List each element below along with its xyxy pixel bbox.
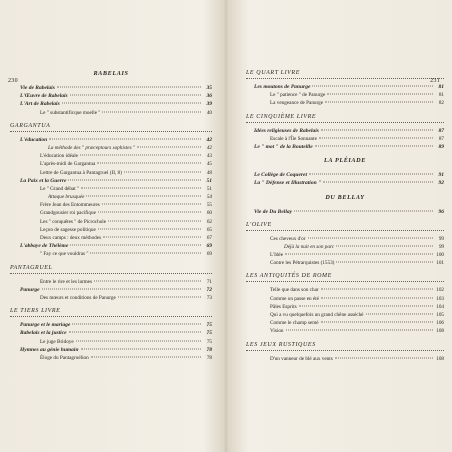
entry-title: Deux camps : deux méthodes [40, 235, 102, 241]
entry-title: La vengeance de Panurge [270, 100, 324, 107]
dot-leader [336, 262, 433, 263]
entry-page-number: 81 [438, 84, 444, 90]
dot-leader [80, 155, 201, 156]
section-heading: LES JEUX RUSTIQUES [246, 340, 444, 351]
entry-page-number: 51 [206, 177, 212, 184]
entry-page-number: 48 [206, 169, 212, 176]
dot-leader [81, 348, 201, 349]
entry-title: Rabelais et la justice [20, 330, 67, 337]
dot-leader [325, 102, 433, 103]
entry-title: Le " substantificque moelle " [40, 109, 101, 116]
toc-entry [246, 127, 444, 135]
page-number: 231 [430, 78, 440, 84]
dot-leader [321, 129, 433, 130]
entry-page-number: 54 [206, 194, 212, 201]
dot-leader [319, 137, 433, 138]
entry-title: D'un vanneur de blé aux vents [270, 355, 333, 362]
dot-leader [308, 237, 433, 238]
entry-page-number: 39 [206, 101, 212, 108]
dot-leader [42, 288, 201, 289]
dot-leader [124, 171, 201, 172]
entry-page-number: 65 [206, 226, 212, 233]
toc-entry [246, 171, 444, 179]
toc-entry [10, 84, 212, 92]
dot-leader [69, 332, 201, 333]
entry-title: Frère Jean des Entommeures [40, 202, 100, 209]
dot-leader [68, 179, 201, 180]
toc-entry [10, 354, 212, 362]
section-heading: L'OLIVE [246, 220, 444, 231]
entry-page-number: 75 [206, 338, 212, 345]
entry-title: Hymnes au génie humain [20, 346, 79, 353]
entry-title: L'éducation [20, 136, 48, 143]
right-page [226, 0, 452, 452]
dot-leader [137, 146, 201, 147]
dot-leader [285, 254, 433, 255]
section-heading: LES ANTIQUITÉS DE ROME [246, 271, 444, 282]
dot-leader [72, 324, 201, 325]
dot-leader [70, 95, 201, 96]
toc-entry [246, 259, 444, 267]
entry-page-number: 101 [436, 260, 444, 267]
toc-entry [246, 286, 444, 294]
entry-page-number: 72 [206, 286, 212, 293]
toc-entry [10, 152, 212, 160]
entry-page-number: 43 [206, 153, 212, 160]
entry-page-number: 35 [206, 85, 212, 91]
entry-title: Comme le champ semé [270, 320, 319, 327]
entry-page-number: 96 [438, 208, 444, 215]
entry-title: " Fay ce que vouldras " [40, 251, 89, 258]
toc-entry [10, 177, 212, 185]
entry-page-number: 69 [206, 243, 212, 250]
entry-page-number: 42 [206, 144, 212, 151]
section-heading: RABELAIS [93, 70, 129, 77]
toc-entry [10, 193, 212, 201]
entry-page-number: 108 [436, 328, 444, 335]
toc-entry [10, 92, 212, 100]
dot-leader [336, 245, 433, 246]
section-heading: LE CINQUIÈME LIVRE [246, 112, 444, 123]
toc-entry [10, 218, 212, 226]
entry-title: Les " conquêtes " de Picrochole [40, 218, 107, 225]
dot-leader [299, 305, 433, 306]
entry-title: L'après-midi de Gargantua [40, 161, 96, 168]
dot-leader [321, 289, 433, 290]
toc-entry [246, 303, 444, 311]
entry-title: La Paix et la Guerre [20, 177, 67, 184]
section-heading: GARGANTUA [10, 121, 212, 132]
dot-leader [102, 111, 201, 112]
entry-page-number: 99 [438, 243, 444, 250]
entry-title: Lettre de Gargantua à Pantagruel (II, 8) [40, 169, 122, 176]
entry-page-number: 51 [206, 185, 212, 192]
dot-leader [286, 330, 433, 331]
entry-page-number: 81 [438, 92, 444, 99]
toc-entry [246, 295, 444, 303]
dot-leader [98, 228, 201, 229]
toc-entry [246, 327, 444, 335]
toc-entry [246, 179, 444, 187]
dot-leader [94, 280, 201, 281]
section-heading: PANTAGRUEL [10, 263, 212, 274]
dot-leader [366, 314, 434, 315]
entry-title: Leçon de sagesse politique [40, 226, 96, 233]
dot-leader [108, 220, 201, 221]
dot-leader [81, 187, 201, 188]
dot-leader [76, 340, 201, 341]
entry-title: Ces cheveux d'or [270, 235, 306, 242]
entry-title: Attaque brusquée [48, 194, 85, 201]
entry-title: Pâles Esprits [270, 303, 297, 310]
toc-entry [10, 160, 212, 168]
dot-leader [309, 174, 433, 175]
entry-page-number: 62 [206, 218, 212, 225]
entry-page-number: 78 [206, 354, 212, 361]
toc-entry [10, 294, 212, 302]
table-of-contents [246, 68, 444, 367]
dot-leader [321, 297, 433, 298]
entry-page-number: 105 [436, 312, 444, 318]
toc-entry [246, 243, 444, 251]
entry-title: Contre les Pétrarquistes (1553) [270, 260, 335, 267]
toc-entry [10, 100, 212, 108]
entry-title: Panurge [20, 286, 40, 293]
toc-entry [246, 235, 444, 243]
dot-leader [91, 356, 201, 357]
entry-title: Le Collège de Coqueret [254, 172, 308, 179]
entry-page-number: 55 [206, 202, 212, 209]
entry-title: Le juge Bridoye [40, 338, 74, 345]
entry-title: Entre le rire et les larmes [40, 278, 92, 285]
entry-title: Vie de Du Bellay [254, 208, 293, 215]
entry-title: Escale à l'Île Sonnante [270, 135, 317, 142]
entry-title: Les moutons de Panurge [254, 84, 311, 90]
entry-title: Le " patience " de Panurge [270, 92, 326, 99]
entry-page-number: 69 [206, 251, 212, 258]
toc-entry [10, 346, 212, 354]
toc-entry [246, 135, 444, 143]
entry-page-number: 36 [206, 93, 212, 100]
section-heading: LE TIERS LIVRE [10, 306, 212, 317]
section-heading: LE QUART LIVRE [246, 68, 444, 79]
entry-title: L'Art de Rabelais [20, 101, 60, 108]
entry-title: L'Œuvre de Rabelais [20, 93, 68, 100]
toc-entry [10, 329, 212, 337]
toc-entry [10, 242, 212, 250]
toc-entry [10, 169, 212, 177]
dot-leader [118, 296, 201, 297]
dot-leader [321, 322, 433, 323]
dot-leader [57, 87, 201, 88]
toc-entry [10, 144, 212, 152]
entry-page-number: 87 [438, 127, 444, 134]
entry-title: Panurge et le mariage [20, 322, 71, 329]
dot-leader [97, 163, 201, 164]
entry-title: L'éducation idéale [40, 153, 78, 160]
dot-leader [103, 237, 201, 238]
toc-entry [246, 83, 444, 91]
entry-page-number: 73 [206, 294, 212, 301]
entry-title: La méthode des " præceptours sophistes " [48, 144, 136, 151]
toc-entry [10, 286, 212, 294]
toc-entry [246, 311, 444, 319]
toc-entry [10, 250, 212, 258]
entry-page-number: 92 [438, 180, 444, 187]
dot-leader [323, 182, 433, 183]
entry-page-number: 78 [206, 346, 212, 353]
toc-entry [10, 278, 212, 286]
toc-entry [246, 99, 444, 107]
entry-page-number: 71 [206, 278, 212, 285]
entry-title: Le " mot " de la Bouteille [254, 143, 313, 150]
dot-leader [90, 253, 201, 254]
entry-title: Qui a vu quelquefois un grand chêne asséché [270, 312, 364, 318]
dot-leader [294, 210, 433, 211]
toc-entry [10, 321, 212, 329]
entry-page-number: 87 [438, 135, 444, 142]
toc-entry [246, 208, 444, 216]
entry-page-number: 75 [206, 322, 212, 329]
entry-title: Éloge du Pantagruélion [40, 354, 89, 361]
entry-page-number: 42 [206, 136, 212, 143]
entry-title: Idées religieuses de Rabelais [254, 127, 319, 134]
dot-leader [312, 86, 433, 87]
entry-page-number: 108 [436, 355, 444, 362]
toc-entry [10, 226, 212, 234]
entry-page-number: 103 [436, 295, 444, 302]
entry-page-number: 67 [206, 235, 212, 241]
entry-title: Telle que dans son char [270, 287, 319, 294]
entry-page-number: 82 [438, 100, 444, 107]
entry-page-number: 106 [436, 320, 444, 327]
section-heading: LA PLÉIADE [324, 157, 366, 165]
toc-entry [246, 251, 444, 259]
toc-entry [246, 91, 444, 99]
page-number: 230 [8, 78, 18, 84]
toc-entry [10, 109, 212, 117]
dot-leader [327, 94, 433, 95]
toc-entry [10, 209, 212, 217]
entry-title: Vie de Rabelais [20, 85, 55, 91]
section-heading: DU BELLAY [325, 193, 365, 201]
dot-leader [102, 204, 201, 205]
entry-title: Déjà la nuit en son parc [284, 243, 335, 250]
dot-leader [70, 245, 201, 246]
entry-title: L'abbaye de Thélème [20, 243, 69, 250]
entry-title: Le " Grand débat " [40, 185, 80, 192]
entry-title: Des mœurs et conditions de Panurge [40, 294, 116, 301]
entry-page-number: 104 [436, 303, 444, 310]
dot-leader [98, 212, 201, 213]
entry-page-number: 40 [206, 109, 212, 116]
entry-page-number: 100 [436, 252, 444, 259]
toc-entry [10, 234, 212, 242]
entry-page-number: 102 [436, 287, 444, 294]
entry-page-number: 60 [206, 210, 212, 217]
entry-page-number: 99 [438, 235, 444, 242]
entry-title: Comme on passe en été [270, 295, 319, 302]
entry-title: L'Idée [270, 252, 284, 259]
entry-title: La " Défense et Illustration " [254, 180, 322, 187]
entry-page-number: 91 [438, 172, 444, 179]
entry-page-number: 89 [438, 143, 444, 150]
toc-entry [10, 201, 212, 209]
entry-page-number: 45 [206, 161, 212, 168]
toc-entry [10, 338, 212, 346]
toc-entry [246, 355, 444, 363]
table-of-contents [10, 68, 212, 366]
toc-entry [246, 143, 444, 151]
toc-entry [10, 136, 212, 144]
dot-leader [335, 357, 433, 358]
dot-leader [49, 138, 201, 139]
entry-page-number: 75 [206, 330, 212, 337]
toc-entry [10, 185, 212, 193]
entry-title: Vision [270, 328, 284, 335]
entry-title: Grandgousier roi pacifique [40, 210, 96, 217]
dot-leader [86, 196, 201, 197]
toc-entry [246, 319, 444, 327]
dot-leader [62, 103, 201, 104]
dot-leader [315, 145, 433, 146]
